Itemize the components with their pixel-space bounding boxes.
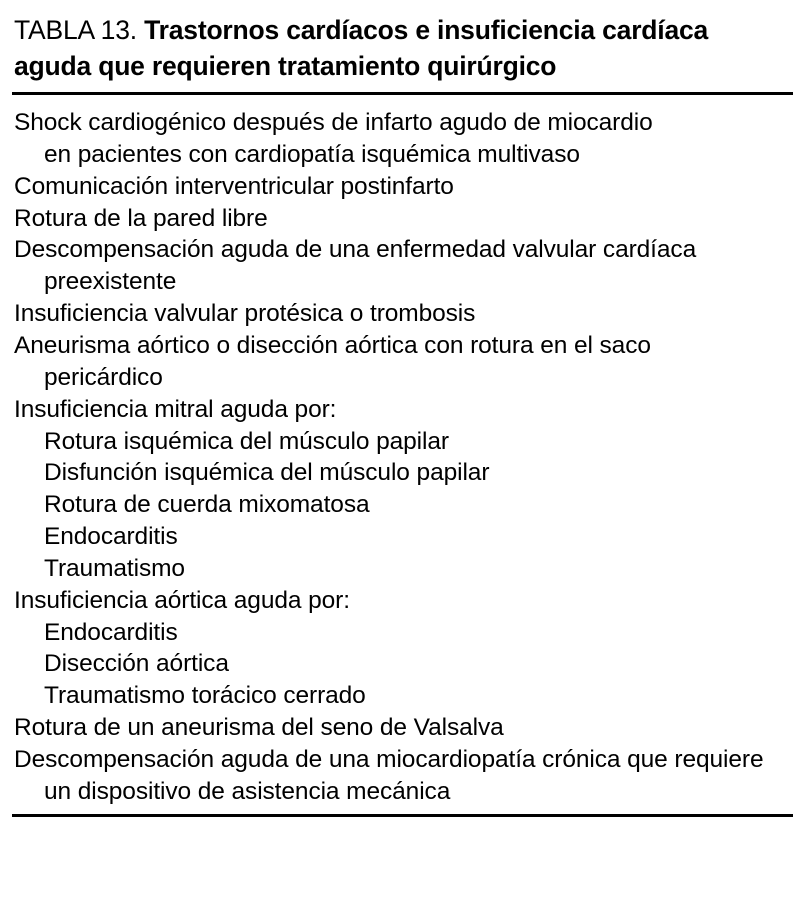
table-entry-continuation: en pacientes con cardiopatía isquémica multivaso: [44, 140, 580, 168]
table-entry-list: [10, 95, 795, 808]
table-entry: Descompensación aguda de una enfermedad valvular cardíaca: [14, 236, 697, 264]
table-entry: Traumatismo: [44, 554, 185, 582]
table-entry-continuation: pericárdico: [44, 363, 163, 391]
table-bottom-rule: [12, 814, 793, 817]
table-entry: Rotura de cuerda mixomatosa: [44, 491, 370, 519]
table-entry: Disección aórtica: [44, 650, 229, 678]
table-entry-continuation: un dispositivo de asistencia mecánica: [44, 777, 451, 805]
table-entry: Shock cardiogénico después de infarto agudo de miocardio: [14, 109, 653, 137]
table-entry: Insuficiencia aórtica aguda por:: [14, 586, 350, 614]
table-entry: Aneurisma aórtico o disección aórtica con rotura en el saco: [14, 331, 651, 359]
table-caption: [10, 10, 795, 92]
table-entry: Rotura de la pared libre: [14, 204, 268, 232]
table-entry: Insuficiencia mitral aguda por:: [14, 395, 337, 423]
table-entry: Disfunción isquémica del músculo papilar: [44, 459, 490, 487]
table-entry: Rotura de un aneurisma del seno de Valsalva: [14, 714, 504, 742]
table-entry: Comunicación interventricular postinfarto: [14, 172, 454, 200]
table-entry-continuation: preexistente: [44, 268, 177, 296]
table-entry: Descompensación aguda de una miocardiopatía crónica que requiere: [14, 745, 764, 773]
table-entry: Traumatismo torácico cerrado: [44, 682, 366, 710]
table-entry: Endocarditis: [44, 618, 178, 646]
table-entry: Insuficiencia valvular protésica o trombosis: [14, 300, 476, 328]
table-label: TABLA 13.: [14, 15, 137, 45]
table-entry: Rotura isquémica del músculo papilar: [44, 427, 449, 455]
table-entry: Endocarditis: [44, 523, 178, 551]
table-title: Trastornos cardíacos e insuficiencia cardíaca aguda que requieren tratamiento quirúrgico: [14, 15, 709, 82]
